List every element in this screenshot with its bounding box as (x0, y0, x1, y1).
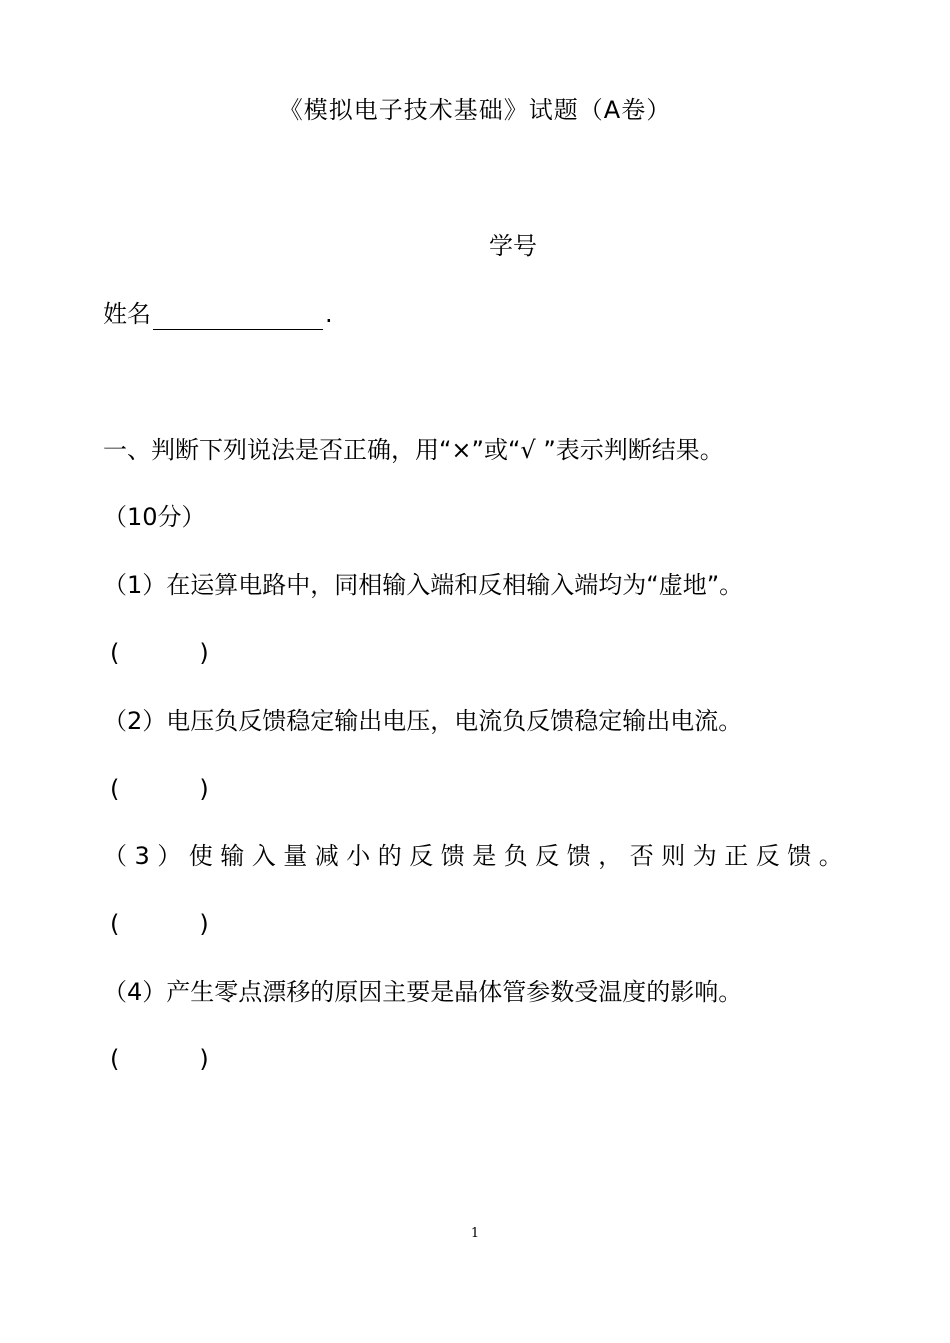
question-4-text: （4）产生零点漂移的原因主要是晶体管参数受温度的影响。 (103, 978, 743, 1006)
open-paren: ( (110, 775, 120, 803)
open-paren: ( (110, 639, 120, 667)
question-2-text: （2）电压负反馈稳定输出电压，电流负反馈稳定输出电流。 (103, 707, 743, 735)
section1-score: （10分） (103, 503, 206, 531)
close-paren: ) (199, 775, 209, 803)
section1-heading: 一、判断下列说法是否正确，用“×”或“√ ”表示判断结果。 (103, 436, 724, 464)
close-paren: ) (199, 1045, 209, 1073)
question-1-answer-blank[interactable] (110, 637, 209, 669)
question-4-answer-blank[interactable] (110, 1043, 209, 1075)
name-label: 姓名 (103, 300, 151, 328)
name-row (103, 298, 333, 330)
open-paren: ( (110, 1045, 120, 1073)
close-paren: ) (199, 910, 209, 938)
name-trailing-dot: . (325, 300, 333, 328)
page-number: 1 (470, 1226, 480, 1241)
name-blank-line[interactable] (153, 299, 323, 330)
question-3-text: （3）使输入量减小的反馈是负反馈，否则为正反馈。 (103, 842, 851, 870)
question-1-text: （1）在运算电路中，同相输入端和反相输入端均为“虚地”。 (103, 571, 744, 599)
question-2-answer-blank[interactable] (110, 773, 209, 805)
open-paren: ( (110, 910, 120, 938)
student-id-label: 学号 (489, 232, 537, 260)
question-3-answer-blank[interactable] (110, 908, 209, 940)
close-paren: ) (199, 639, 209, 667)
exam-title: 《模拟电子技术基础》试题（A卷） (278, 96, 672, 124)
